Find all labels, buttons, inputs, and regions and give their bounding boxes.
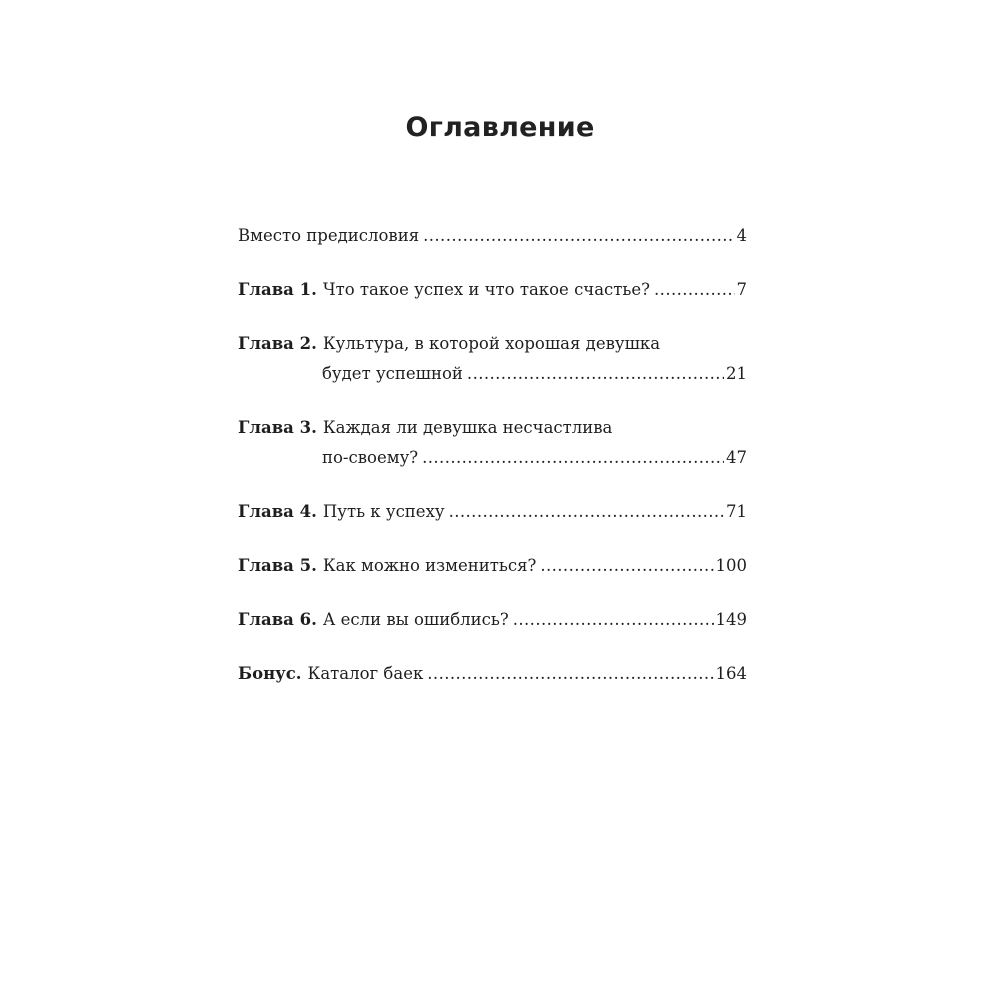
toc-line: [238, 605, 747, 635]
toc-entry-chapter-2: [238, 329, 747, 389]
toc-entry-title: Культура, в которой хорошая девушка: [322, 334, 661, 353]
toc-entry-chapter-1: [238, 275, 747, 305]
dot-leader: [449, 497, 724, 527]
toc-page-number: 164: [715, 664, 747, 683]
toc-entry-title: Путь к успеху: [322, 502, 445, 521]
toc-chapter-label: Глава 4.: [238, 502, 317, 521]
toc-entry-title-continued: по-своему?: [322, 448, 419, 467]
toc-chapter-label: Глава 2.: [238, 334, 317, 353]
toc-chapter-label: Глава 1.: [238, 280, 317, 299]
toc-line: [238, 221, 747, 251]
toc-page-number: 21: [726, 364, 747, 383]
toc-chapter-label: Бонус.: [238, 664, 302, 683]
toc-entry-title: Вместо предисловия: [238, 226, 420, 245]
dot-leader: [467, 359, 724, 389]
toc-entry-chapter-4: [238, 497, 747, 527]
toc-page-number: 4: [736, 226, 747, 245]
toc-page-number: 7: [736, 280, 747, 299]
toc-line: [238, 551, 747, 581]
toc-entry-chapter-6: [238, 605, 747, 635]
toc-entry-title-continued: будет успешной: [322, 364, 463, 383]
dot-leader: [513, 605, 714, 635]
toc-page-number: 71: [726, 502, 747, 521]
toc-line: [238, 413, 747, 443]
toc-entry-title: Каждая ли девушка несчастлива: [322, 418, 613, 437]
toc-entry-title: Что такое успех и что такое счастье?: [322, 280, 651, 299]
toc-line: [238, 275, 747, 305]
toc-line-continued: [238, 359, 747, 389]
toc-entry-bonus: [238, 659, 747, 689]
dot-leader: [540, 551, 713, 581]
dot-leader: [427, 659, 713, 689]
toc-line: [238, 329, 747, 359]
toc-page-number: 149: [715, 610, 747, 629]
toc-entry-title: Каталог баек: [307, 664, 424, 683]
page-title: Оглавление: [405, 112, 595, 143]
toc-chapter-label: Глава 6.: [238, 610, 317, 629]
toc-page-number: 100: [715, 556, 747, 575]
toc-chapter-label: Глава 3.: [238, 418, 317, 437]
dot-leader: [423, 221, 734, 251]
toc-line: [238, 659, 747, 689]
dot-leader: [654, 275, 734, 305]
dot-leader: [422, 443, 724, 473]
toc-entry-foreword: [238, 221, 747, 251]
toc-entry-title: Как можно измениться?: [322, 556, 537, 575]
toc-chapter-label: Глава 5.: [238, 556, 317, 575]
toc-page-number: 47: [726, 448, 747, 467]
toc-line: [238, 497, 747, 527]
toc-line-continued: [238, 443, 747, 473]
toc-entry-chapter-3: [238, 413, 747, 473]
table-of-contents: [238, 221, 747, 713]
toc-entry-chapter-5: [238, 551, 747, 581]
toc-entry-title: А если вы ошиблись?: [322, 610, 509, 629]
